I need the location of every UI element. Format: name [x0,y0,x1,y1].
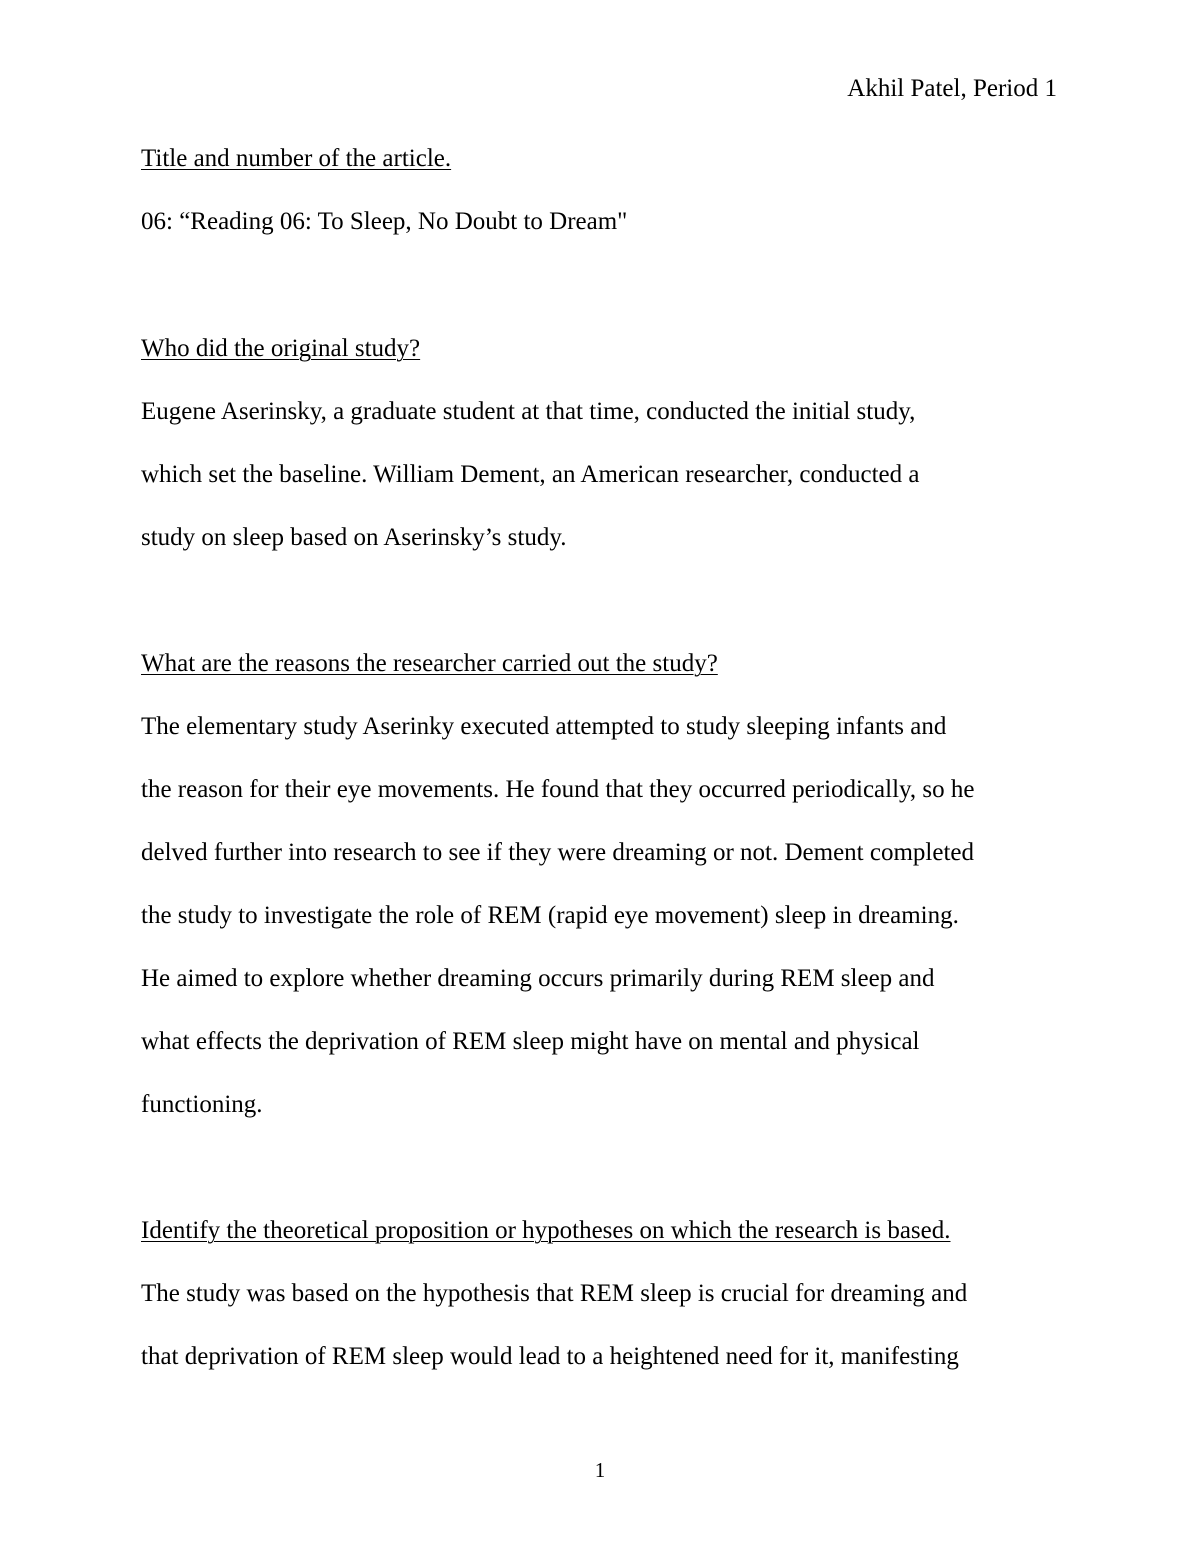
author-header: Akhil Patel, Period 1 [847,75,1057,102]
reasons-line-4: the study to investigate the role of REM (rapid eye movement) sleep in dreaming. [141,902,959,929]
heading-hypotheses: Identify the theoretical proposition or hypotheses on which the research is based. [141,1217,951,1244]
title-line-1: 06: “Reading 06: To Sleep, No Doubt to Dream" [141,208,628,235]
reasons-line-3: delved further into research to see if they were dreaming or not. Dement completed [141,839,975,866]
heading-title-and-number: Title and number of the article. [141,145,452,172]
reasons-line-2: the reason for their eye movements. He found that they occurred periodically, so he [141,776,975,803]
study-line-2: which set the baseline. William Dement, an American researcher, conducted a [141,461,920,488]
reasons-line-7: functioning. [141,1091,263,1118]
study-line-1: Eugene Aserinsky, a graduate student at that time, conducted the initial study, [141,398,916,425]
study-line-3: study on sleep based on Aserinsky’s study. [141,524,567,551]
reasons-line-1: The elementary study Aserinky executed attempted to study sleeping infants and [141,713,947,740]
page-number: 1 [594,1458,606,1482]
reasons-line-5: He aimed to explore whether dreaming occurs primarily during REM sleep and [141,965,935,992]
reasons-line-6: what effects the deprivation of REM sleep might have on mental and physical [141,1028,920,1055]
hypotheses-line-1: The study was based on the hypothesis that REM sleep is crucial for dreaming and [141,1280,968,1307]
hypotheses-line-2: that deprivation of REM sleep would lead to a heightened need for it, manifesting [141,1343,959,1370]
heading-original-study: Who did the original study? [141,335,421,362]
heading-reasons: What are the reasons the researcher carried out the study? [141,650,718,677]
